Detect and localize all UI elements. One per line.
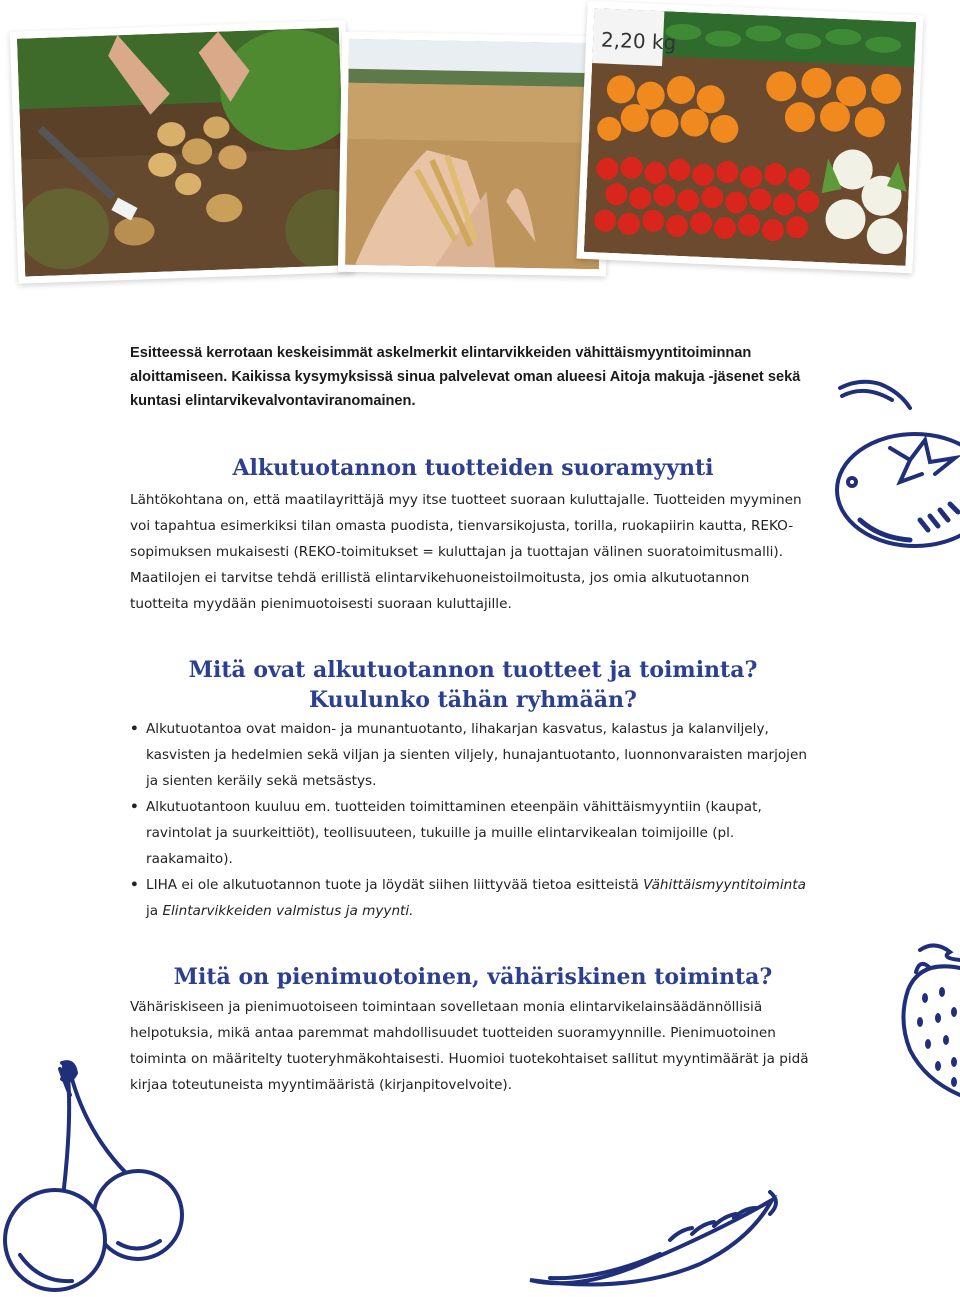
bullet-text: Alkutuotantoon kuuluu em. tuotteiden toimittaminen eteenpäin vähittäismyyntiin (kaupat, ravintolat ja suurkeittiöt), teollisuuteen, tukuille ja muille elintarvikealan toimijoille (pl. raakamaito). bbox=[146, 799, 762, 867]
section1-heading: Alkutuotannon tuotteiden suoramyynti bbox=[232, 455, 714, 481]
brochure-title: Elintarvikkeiden valmistus ja myynti. bbox=[162, 903, 414, 919]
bullet-text: Alkutuotantoa ovat maidon- ja munantuotanto, lihakarjan kasvatus, kalastus ja kalanviljely, kasvisten ja hedelmien sekä viljan ja sienten viljely, hunajantuotanto, luonnonvaraisten marjojen ja sienten keräily sekä metsästys. bbox=[146, 721, 807, 789]
bullet-text: LIHA ei ole alkutuotannon tuote ja löydät siihen liittyvää tietoa esitteistä bbox=[146, 877, 644, 893]
cherries-drawing-icon bbox=[0, 1055, 195, 1297]
strawberry-drawing-icon bbox=[880, 940, 960, 1100]
tomato-drawing-icon bbox=[830, 370, 960, 550]
potatoes-photo-icon bbox=[17, 27, 347, 276]
section2-bullet-list bbox=[130, 716, 815, 924]
wheat-field-photo-icon bbox=[345, 39, 603, 269]
section2-heading-line1: Mitä ovat alkutuotannon tuotteet ja toiminta? bbox=[188, 657, 758, 683]
bullet-text: ja bbox=[146, 903, 163, 919]
section2-heading-line2: Kuulunko tähän ryhmään? bbox=[309, 687, 637, 713]
brochure-title: Vähittäismyyntitoiminta bbox=[643, 877, 806, 893]
intro-text: Esitteessä kerrotaan keskeisimmät askelmerkit elintarvikkeiden vähittäismyyntitoiminnan aloittamiseen. Kaikissa kysymyksissä sinua palvelevat oman alueesi Aitoja makuja -jäsenet sekä kuntasi elintarvikevalvontaviranomainen. bbox=[130, 345, 801, 409]
section2-heading bbox=[130, 655, 816, 715]
list-item bbox=[130, 872, 815, 924]
photo-vegetables bbox=[577, 1, 924, 273]
photo-wheat bbox=[338, 32, 610, 277]
section3-body: Vähäriskiseen ja pienimuotoiseen toimintaan sovelletaan monia elintarvikelainsäädännöllisiä helpotuksia, mikä antaa paremmat mahdollisuudet tuotteiden suoramyynnille. Pienimuotoinen toiminta on määritelty tuoteryhmäkohtaisesti. Huomioi tuotekohtaiset sallitut myyntimäärät ja pidä kirjaa toteutuneista myyntimääristä (kirjanpitovelvoite). bbox=[130, 999, 809, 1093]
list-item bbox=[130, 716, 815, 794]
photo-potatoes bbox=[10, 20, 355, 284]
list-item bbox=[130, 794, 815, 872]
price-sign-text: 2,20 kg bbox=[600, 27, 677, 55]
section1-body: Lähtökohtana on, että maatilayrittäjä myy itse tuotteet suoraan kuluttajalle. Tuotteiden myyminen voi tapahtua esimerkiksi tilan omasta puodista, tienvarsikojusta, torilla, ruokapiirin kautta, REKO-sopimuksen mukaisesti (REKO-toimitukset = kuluttajan ja tuottajan välinen suoratoimitusmalli). Maatilojen ei tarvitse tehdä erillistä elintarvikehuoneistoilmoitusta, jos omia alkutuotannon tuotteita myydään pienimuotoisesti suoraan kuluttajille. bbox=[130, 492, 802, 612]
vegetable-stall-photo-icon bbox=[584, 8, 916, 266]
section3-heading: Mitä on pienimuotoinen, vähäriskinen toiminta? bbox=[173, 964, 773, 990]
peapod-drawing-icon bbox=[520, 1180, 790, 1297]
